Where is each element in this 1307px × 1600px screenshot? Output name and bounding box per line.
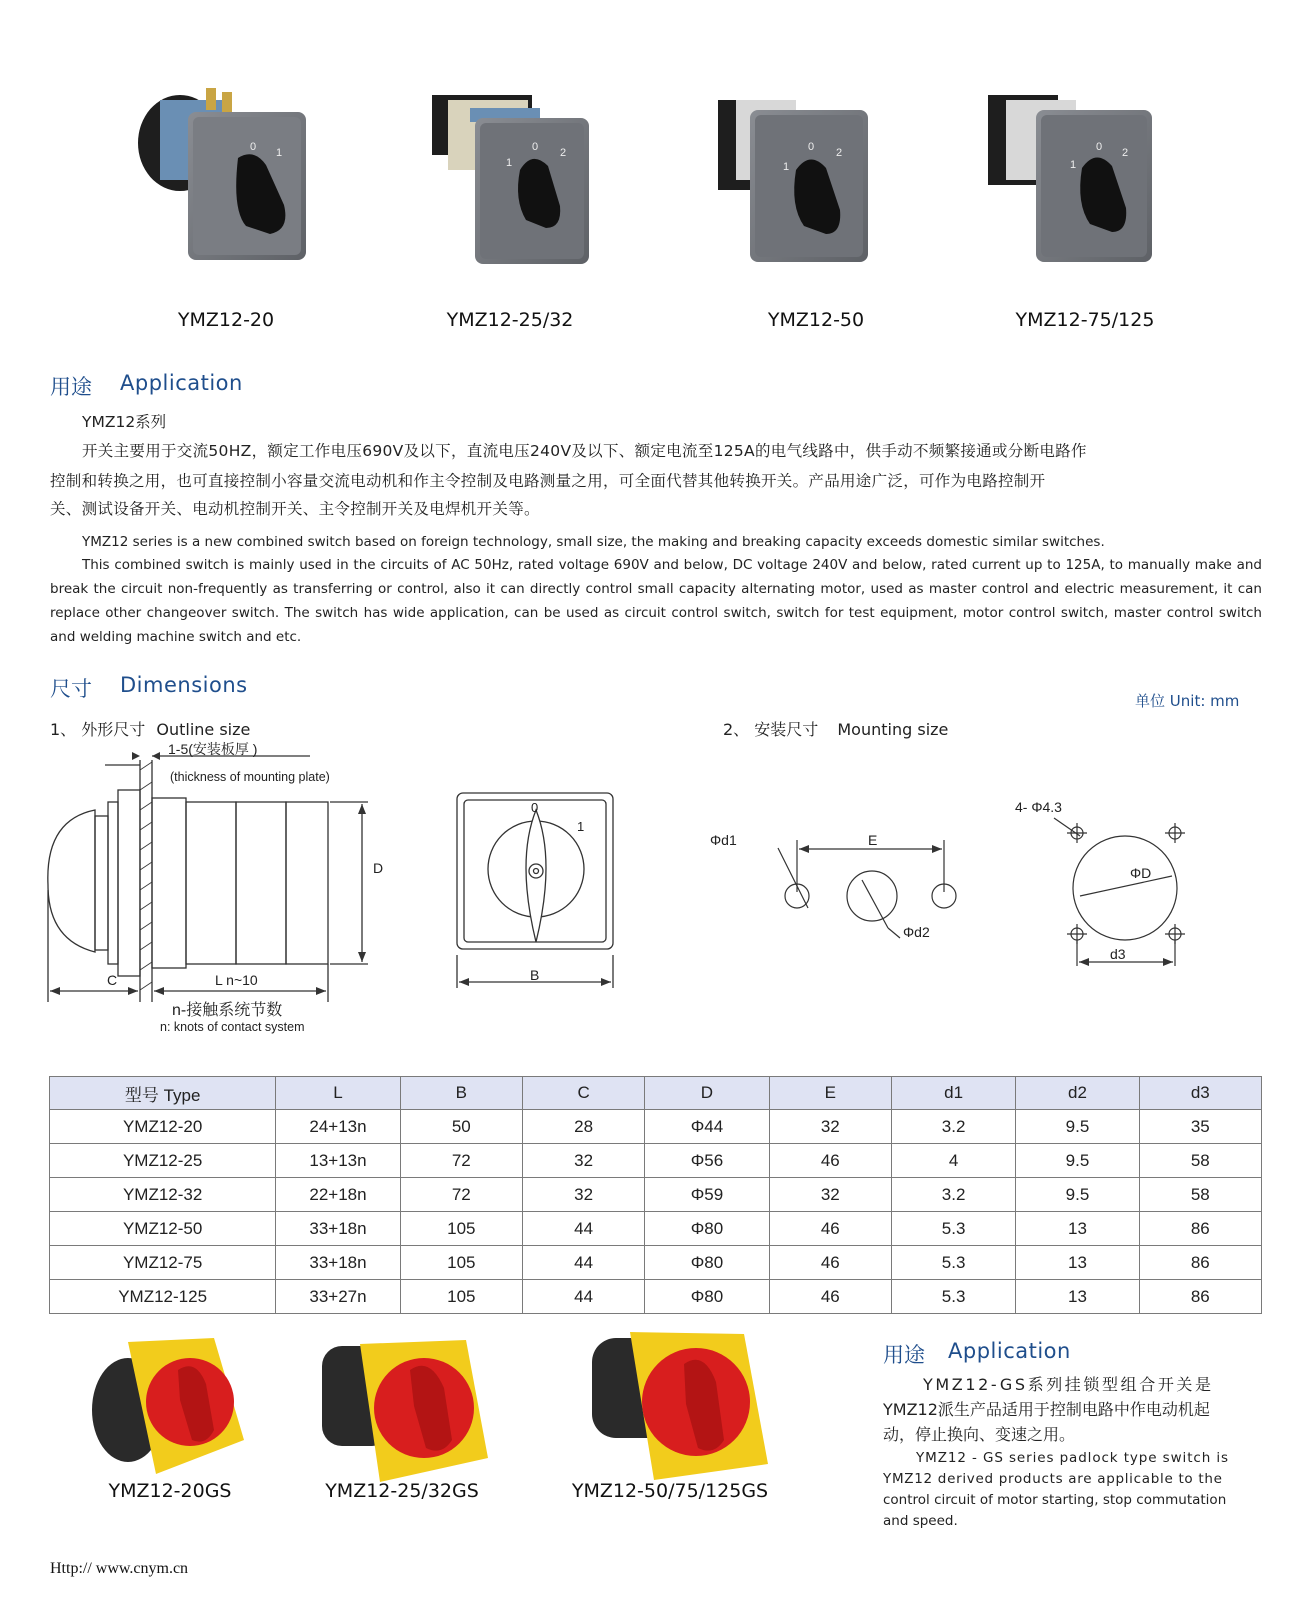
mounting-title-en: Mounting size — [837, 720, 949, 739]
gs-caption-2: YMZ12-25/32GS — [325, 1480, 479, 1502]
dial-mark: 0 — [1096, 141, 1103, 153]
application-en-p1: YMZ12 series is a new combined switch based on foreign technology, small size, the making and breaking capacity exceeds domestic similar switches. — [82, 534, 1105, 550]
face-mark-0: 0 — [531, 800, 539, 815]
product-caption-3: YMZ12-50 — [767, 309, 865, 331]
dial-mark: 1 — [276, 147, 283, 159]
product-photo-3 — [718, 100, 868, 262]
cell-D: Φ80 — [645, 1212, 769, 1246]
table-row — [50, 1178, 1262, 1212]
unit-en: Unit: mm — [1169, 692, 1240, 710]
dial-mark: 1 — [783, 161, 790, 173]
table-header-row — [50, 1077, 1262, 1110]
dim-C: C — [107, 972, 118, 988]
dim-E: E — [868, 832, 878, 848]
application2-en-line-4: and speed. — [883, 1513, 958, 1529]
col-L: L — [276, 1077, 400, 1110]
cell-C: 44 — [522, 1246, 644, 1280]
mounting-title-cn: 2、 安装尺寸 — [723, 720, 819, 739]
cell-D: Φ44 — [645, 1110, 769, 1144]
knots-en: n: knots of contact system — [160, 1020, 305, 1034]
cell-B: 50 — [400, 1110, 522, 1144]
col-C: C — [522, 1077, 644, 1110]
application-title-en: Application — [120, 371, 243, 395]
cell-L: 13+13n — [276, 1144, 400, 1178]
dimensions-title-cn: 尺寸 — [50, 677, 92, 701]
cell-D: Φ80 — [645, 1246, 769, 1280]
gs-caption-1: YMZ12-20GS — [108, 1480, 232, 1502]
cell-E: 46 — [769, 1246, 891, 1280]
cell-E: 46 — [769, 1280, 891, 1314]
cell-B: 72 — [400, 1178, 522, 1212]
cell-L: 22+18n — [276, 1178, 400, 1212]
dim-phiD: ΦD — [1130, 865, 1152, 881]
dim-holes: 4- Φ4.3 — [1015, 800, 1062, 815]
product-photo-4 — [988, 95, 1152, 262]
product-caption-2: YMZ12-25/32 — [446, 309, 574, 331]
cell-d1: 5.3 — [891, 1212, 1015, 1246]
cell-type: YMZ12-20 — [50, 1110, 276, 1144]
application2-title-cn: 用途 — [883, 1343, 925, 1367]
application-cn-line-1: 开关主要用于交流50HZ，额定工作电压690V及以下，直流电压240V及以下、额定电流至125A的电气线路中，供手动不频繁接通或分断电路作 — [82, 442, 1087, 460]
cell-B: 105 — [400, 1246, 522, 1280]
cell-type: YMZ12-25 — [50, 1144, 276, 1178]
series-name: YMZ12系列 — [82, 413, 167, 431]
cell-d3: 58 — [1139, 1178, 1261, 1212]
dial-mark: 0 — [532, 141, 539, 153]
cell-L: 33+27n — [276, 1280, 400, 1314]
application2-en-line-1: YMZ12 - GS series padlock type switch is — [916, 1450, 1229, 1466]
plate-label: 1-5(安装板厚 ) — [168, 741, 258, 757]
cell-E: 32 — [769, 1110, 891, 1144]
gs-product-photo-2 — [322, 1340, 488, 1482]
dimensions-title-en: Dimensions — [120, 673, 248, 697]
knots-cn: n-接触系统节数 — [172, 1002, 283, 1019]
application2-en-line-3: control circuit of motor starting, stop commutation — [883, 1492, 1227, 1508]
cell-D: Φ80 — [645, 1280, 769, 1314]
product-caption-1: YMZ12-20 — [177, 309, 275, 331]
cell-C: 44 — [522, 1212, 644, 1246]
table-row — [50, 1144, 1262, 1178]
cell-D: Φ56 — [645, 1144, 769, 1178]
dim-d1: Φd1 — [710, 832, 737, 848]
table-row — [50, 1246, 1262, 1280]
cell-d1: 5.3 — [891, 1280, 1015, 1314]
dial-mark: 2 — [836, 147, 843, 159]
cell-d2: 9.5 — [1016, 1110, 1139, 1144]
application2-en — [883, 1448, 1263, 1532]
cell-type: YMZ12-125 — [50, 1280, 276, 1314]
cell-type: YMZ12-50 — [50, 1212, 276, 1246]
cell-C: 28 — [522, 1110, 644, 1144]
cell-L: 33+18n — [276, 1246, 400, 1280]
product-photo-1 — [138, 88, 306, 260]
cell-type: YMZ12-32 — [50, 1178, 276, 1212]
cell-d2: 13 — [1016, 1212, 1139, 1246]
application2-title-en: Application — [948, 1339, 1071, 1363]
col-B: B — [400, 1077, 522, 1110]
cell-C: 44 — [522, 1280, 644, 1314]
gs-product-photo-3 — [592, 1332, 768, 1480]
cell-B: 72 — [400, 1144, 522, 1178]
cell-d1: 3.2 — [891, 1178, 1015, 1212]
cell-d3: 86 — [1139, 1280, 1261, 1314]
cell-d3: 86 — [1139, 1212, 1261, 1246]
dial-mark: 1 — [506, 157, 513, 169]
cell-d2: 9.5 — [1016, 1178, 1139, 1212]
col-E: E — [769, 1077, 891, 1110]
cell-L: 24+13n — [276, 1110, 400, 1144]
application-title-cn: 用途 — [50, 375, 92, 399]
cell-L: 33+18n — [276, 1212, 400, 1246]
col-D: D — [645, 1077, 769, 1110]
cell-d1: 5.3 — [891, 1246, 1015, 1280]
cell-B: 105 — [400, 1212, 522, 1246]
mounting-drawing — [700, 800, 1260, 980]
col-type: 型号 Type — [50, 1077, 276, 1110]
application2-cn-line-3: 动，停止换向、变速之用。 — [883, 1425, 1076, 1444]
table-row — [50, 1110, 1262, 1144]
outline-title-cn: 1、 外形尺寸 — [50, 720, 146, 739]
cell-d1: 3.2 — [891, 1110, 1015, 1144]
cell-d2: 9.5 — [1016, 1144, 1139, 1178]
gs-caption-3: YMZ12-50/75/125GS — [571, 1480, 769, 1502]
footer-url[interactable]: Http:// www.cnym.cn — [50, 1560, 189, 1577]
top-product-photos — [0, 0, 1307, 300]
col-d2: d2 — [1016, 1077, 1139, 1110]
cell-B: 105 — [400, 1280, 522, 1314]
cell-D: Φ59 — [645, 1178, 769, 1212]
cell-d3: 58 — [1139, 1144, 1261, 1178]
application2-cn-line-1: YMZ12-GS系列挂锁型组合开关是 — [923, 1375, 1214, 1394]
unit-cn: 单位 — [1135, 692, 1166, 710]
cell-d3: 35 — [1139, 1110, 1261, 1144]
dim-L: L n~10 — [215, 972, 258, 988]
mounting-size-title — [723, 717, 948, 740]
application-en-p2: This combined switch is mainly used in the circuits of AC 50Hz, rated voltage 690V and below, DC voltage 240V and below, rated current up to 125A, to manually make and break the circuit non-frequently as transferring or control, also it can directly control small capacity alternating motor, used as master control and electric measurement, it can replace other changeover switch. The switch has wide application, can be used as circuit control switch, switch for test equipment, motor control switch, master control switch and welding machine switch and etc. — [50, 557, 1262, 645]
cell-E: 46 — [769, 1212, 891, 1246]
plate-label-en: (thickness of mounting plate) — [170, 770, 330, 784]
dial-mark: 0 — [250, 141, 257, 153]
dim-D: D — [373, 860, 384, 876]
dim-B: B — [530, 967, 540, 983]
application2-en-line-2: YMZ12 derived products are applicable to the — [883, 1471, 1223, 1487]
cell-d2: 13 — [1016, 1246, 1139, 1280]
dial-mark: 0 — [808, 141, 815, 153]
cell-E: 32 — [769, 1178, 891, 1212]
application2-cn-line-2: YMZ12派生产品适用于控制电路中作电动机起 — [883, 1400, 1210, 1419]
dim-d3: d3 — [1110, 946, 1126, 962]
outline-title-en: Outline size — [156, 720, 251, 739]
application-cn-line-3: 关、测试设备开关、电动机控制开关、主令控制开关及电焊机开关等。 — [50, 500, 540, 518]
product-caption-4: YMZ12-75/125 — [1015, 309, 1155, 331]
dim-d2: Φd2 — [903, 924, 930, 940]
dial-mark: 2 — [560, 147, 567, 159]
cell-type: YMZ12-75 — [50, 1246, 276, 1280]
col-d1: d1 — [891, 1077, 1015, 1110]
cell-d2: 13 — [1016, 1280, 1139, 1314]
spec-table — [49, 1076, 1262, 1314]
dial-mark: 2 — [1122, 147, 1129, 159]
product-photo-2 — [432, 95, 589, 264]
table-row — [50, 1212, 1262, 1246]
table-row — [50, 1280, 1262, 1314]
dial-mark: 1 — [1070, 159, 1077, 171]
outline-size-title — [50, 717, 250, 740]
application2-cn — [883, 1372, 1263, 1447]
unit-label — [1135, 690, 1239, 711]
cell-C: 32 — [522, 1178, 644, 1212]
application-cn-line-2: 控制和转换之用，也可直接控制小容量交流电动机和作主令控制及电路测量之用，可全面代替其他转换开关。产品用途广泛，可作为电路控制开 — [50, 472, 1046, 490]
outline-drawing — [0, 740, 700, 1060]
col-d3: d3 — [1139, 1077, 1261, 1110]
cell-C: 32 — [522, 1144, 644, 1178]
cell-E: 46 — [769, 1144, 891, 1178]
cell-d1: 4 — [891, 1144, 1015, 1178]
cell-d3: 86 — [1139, 1246, 1261, 1280]
face-mark-1: 1 — [577, 819, 585, 834]
gs-product-photo-1 — [92, 1338, 244, 1474]
